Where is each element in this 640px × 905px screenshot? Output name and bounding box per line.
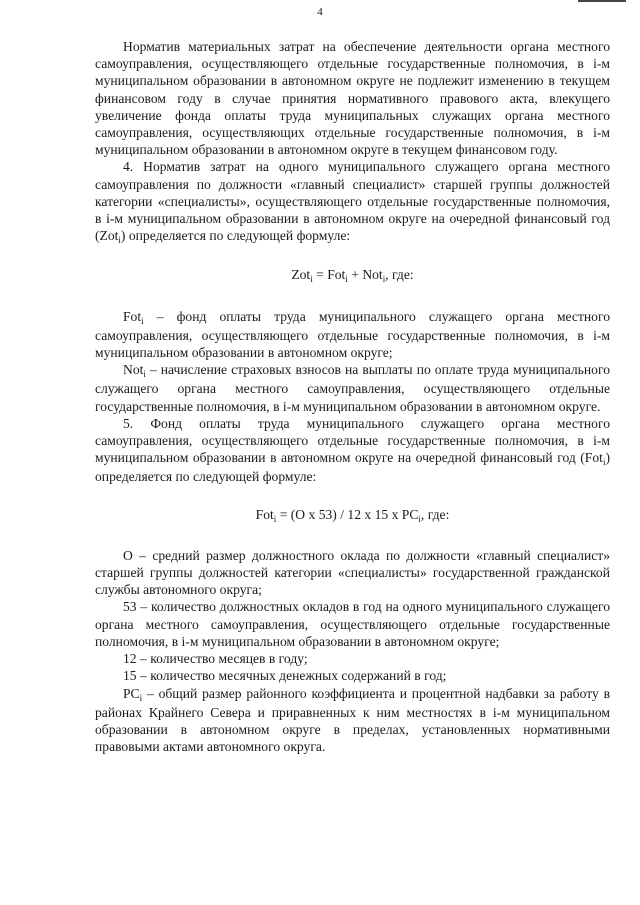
definition-15: 15 – количество месячных денежных содержаний в год;	[123, 668, 447, 684]
formula-part: Zot	[291, 267, 311, 283]
formula-part: = (O x 53) / 12 x 15 x PC	[276, 506, 419, 522]
subscript: i	[345, 274, 348, 285]
formula-zot	[95, 266, 610, 285]
paragraph-4	[95, 158, 610, 246]
formula-part: + Not	[347, 267, 383, 283]
paragraph-5-end: ) определяется по следующей формуле:	[95, 450, 610, 485]
definition-term: Fot	[123, 308, 142, 324]
formula-part: , где:	[385, 267, 414, 283]
subscript: i	[139, 692, 143, 703]
paragraph-5-text: 5. Фонд оплаты труда муниципального служащего органа местного самоуправления, осуществляющего отдельные государственные полномочия, в i-м муниципальном образовании в автономном округе на очередной финансовый год (Fot	[95, 415, 610, 466]
definition-term: Not	[123, 362, 144, 378]
subscript: i	[602, 457, 606, 468]
document-body	[95, 38, 610, 755]
definition-text: – общий размер районного коэффициента и процентной надбавки за работу в районах Крайнего Севера и приравненных к ним местностях в i-м муниципальном образовании в автономном округе в пределах, установленных нормативными правовыми актами автономного округа.	[95, 685, 610, 755]
definition-pc	[95, 685, 610, 756]
paragraph-4-text: 4. Норматив затрат на одного муниципального служащего органа местного самоуправления по должности «главный специалист» старшей группы должностей категории «специалисты», осуществляющего отдельные государственные полномочия, в i-м муниципальном образовании в автономном округе на очередной финансовый год (Zot	[95, 159, 610, 244]
definition-not	[95, 361, 610, 415]
scan-corner-mark	[578, 0, 626, 2]
subscript: i	[273, 513, 277, 524]
paragraph-4-end: ) определяется по следующей формуле:	[120, 228, 351, 244]
definition-fot	[95, 308, 610, 362]
formula-fot	[95, 506, 610, 525]
subscript: i	[418, 513, 421, 524]
subscript: i	[310, 274, 313, 285]
definition-12: 12 – количество месяцев в году;	[123, 651, 308, 667]
definition-53: 53 – количество должностных окладов в год на одного муниципального служащего органа местного самоуправления, осуществляющего отдельные государственные полномочия, в i-м муниципальном образовании в автономном округе;	[95, 599, 610, 649]
definition-o: O – средний размер должностного оклада по должности «главный специалист» старшей группы должностей категории «специалисты» государственной гражданской службы автономного округа;	[95, 547, 610, 598]
definition-text: – начисление страховых взносов на выплаты по оплате труда муниципального служащего органа местного самоуправления, осуществляющего отдельные государственные полномочия, в i-м муниципальном образовании в автономном округе.	[95, 362, 610, 414]
definition-text: – фонд оплаты труда муниципального служащего органа местного самоуправления, осуществляющего отдельные государственные полномочия, в i-м муниципальном образовании в автономном округе;	[95, 308, 610, 361]
subscript: i	[143, 369, 146, 380]
formula-part: = Fot	[312, 267, 346, 283]
formula-part: Fot	[255, 506, 274, 522]
paragraph-expense-norm: Норматив материальных затрат на обеспечение деятельности органа местного самоуправления, осуществляющего отдельные государственные полномочия, в i-м муниципальном образовании в автономном округе не подлежит изменению в текущем финансовом году в случае принятия нормативного правового акта, влекущего увеличение фонда оплаты труда муниципальных служащих органа местного самоуправления, осуществляющих отдельные государственные полномочия, в i-м муниципальном образовании в автономном округе в текущем финансовом году.	[95, 39, 610, 158]
definition-term: PC	[123, 685, 140, 701]
page-number: 4	[317, 6, 323, 18]
paragraph-5	[95, 415, 610, 486]
formula-part: , где:	[420, 506, 450, 522]
subscript: i	[382, 274, 386, 285]
subscript: i	[141, 315, 144, 326]
subscript: i	[118, 235, 121, 246]
